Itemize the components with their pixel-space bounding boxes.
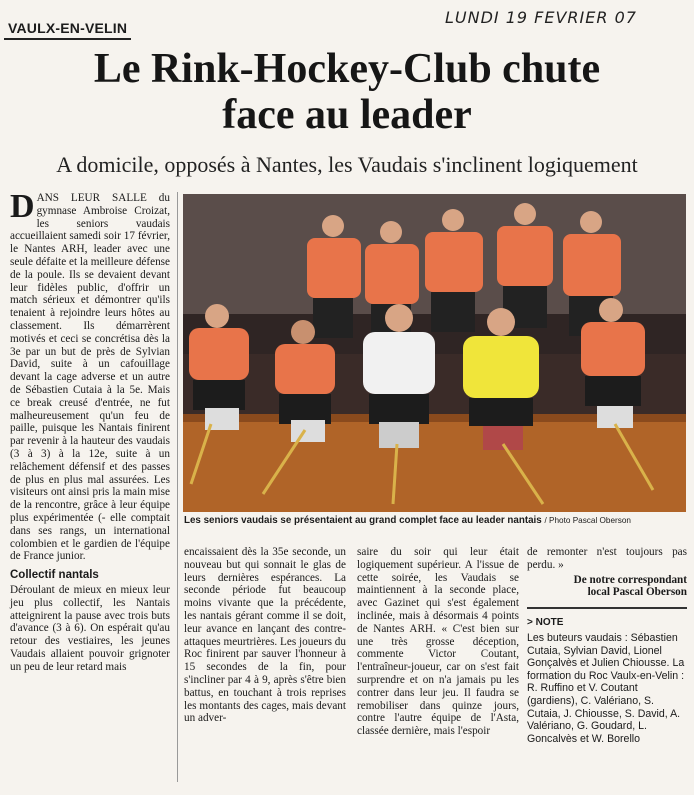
- photo-caption: [184, 515, 689, 526]
- paragraph-1-text: ANS LEUR SALLE du gymnase Ambroise Croizat, les seniors vaudais accueillaient samedi soir 17 février, le Nantes ARH, leader avec une seule défaite et la meilleure défense de la poule. Ils se devaient devant leur fidèles public, d'offrir un match sérieux et démontrer qu'ils tenaient à rejoindre leurs hôtes au classement. Ils démarrèrent motivés et ceci se concrétisa dès la 3e par un but de près de Sylvian David, suite à un cafouillage devant la cage adverse et un autre de Sébastien Cutaia à la 5e. Mais ce break creusé d'entrée, ne fut malheureusement qu'un feu de paille, puisque les Nantais finirent par revenir à la hauteur des vaudais (3 à 3) à la 12e, suite à un relâchement défensif et des passes de plus en plus mal assurées. Les visiteurs ont ainsi pris la main mise de la rencontre, grâce à leur équipe plus expérimentée (- elle comptait dans ses rangs, un international colombien et le gardien de l'équipe de France junior.: [10, 192, 170, 563]
- byline: [527, 574, 687, 600]
- headline: [0, 46, 694, 138]
- article-paragraph-1: [10, 188, 170, 563]
- section-kicker: VAULX-EN-VELIN: [4, 18, 131, 40]
- headline-line-2: face au leader: [222, 92, 472, 138]
- column-divider: [177, 192, 178, 782]
- dropcap: D: [10, 188, 35, 225]
- note-text: Les buteurs vaudais : Sébastien Cutaia, Sylvian David, Lionel Gonçalvès et Julien Chiousse. La formation du Roc Vaulx-en-Velin : R. Ruffino et V. Coutant (gardiens), C. Valériano, S. Cutaia, J. Chiousse, S. David, A. Valériano, G. Goudard, L. Goncalvès et W. Borello: [527, 631, 685, 745]
- photo-credit: / Photo Pascal Oberson: [544, 516, 631, 525]
- team-photo: [183, 194, 686, 512]
- article-column-3: [357, 546, 519, 738]
- article-column-4: [527, 546, 687, 745]
- subheadline: A domicile, opposés à Nantes, les Vaudais s'inclinent logiquement: [56, 152, 638, 177]
- column-3-text: saire du soir qui leur était logiquement supérieur. A l'issue de cette soirée, les Vaudais se maintiennent à la seconde place, avec Gazinet qui s'est également inclinée, mais à désormais 4 points de Nantes ARH. « C'est bien sur une très grosse déception, commente Victor Coutant, l'entraîneur-joueur, car on s'est fait surprendre et on n'a jamais pu les contrer dans leur jeu. Il faudra se remobiliser dans quinze jours, contre l'autre équipe de l'Asta, classée dernière, mais l'espoir: [357, 546, 519, 738]
- article-column-2: [184, 546, 346, 725]
- column-2-text: encaissaient dès la 35e seconde, un nouveau but qui sonnait le glas de leurs dernières espérances. La seconde période fut beaucoup moins vivante que la précédente, les nantais gérant comme il se doit, leur avance en lançant des contre-attaques meurtrières. Les joueurs du Roc finirent par sauver l'honneur à 15 secondes de la fin, pour s'incliner par 4 à 9, après s'être bien battus, en touchant à trois reprises les montants des cages, mais devant un adver-: [184, 546, 346, 725]
- byline-line-1: De notre correspondant: [573, 573, 687, 586]
- team-photo-illustration: [183, 194, 686, 512]
- article-column-1: [10, 188, 170, 673]
- caption-text: Les seniors vaudais se présentaient au grand complet face au leader nantais: [184, 515, 542, 526]
- byline-line-2: local Pascal Oberson: [587, 586, 687, 599]
- note-box: [527, 607, 687, 745]
- note-title: > NOTE: [527, 617, 564, 629]
- handwritten-date: LUNDI 19 FEVRIER 07: [445, 8, 637, 27]
- column-4-text: de remonter n'est toujours pas perdu. »: [527, 546, 687, 571]
- article-paragraph-2: Déroulant de mieux en mieux leur jeu plus collectif, les Nantais atteignirent la pause avec trois buts d'avance (3 à 6). On espérait qu'au retour des vestiaires, les jeunes Vaudais allaient pouvoir grignoter un peu de leur retard mais: [10, 583, 170, 673]
- headline-line-1: Le Rink-Hockey-Club chute: [93, 46, 601, 92]
- article-subhead: Collectif nantals: [10, 569, 99, 582]
